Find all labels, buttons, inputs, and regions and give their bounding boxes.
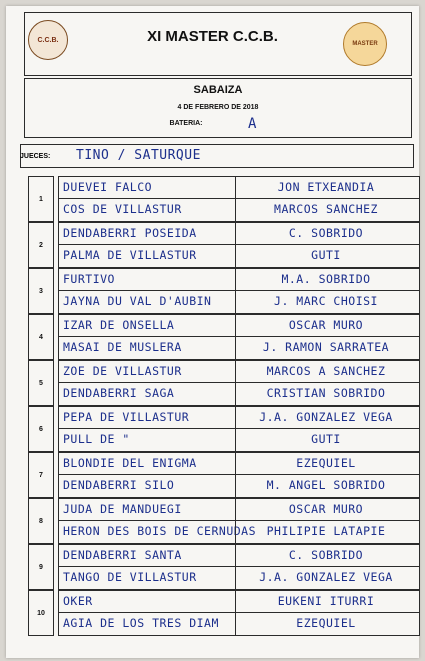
handler-name: EZEQUIEL: [296, 616, 356, 630]
pair-row: [28, 452, 422, 498]
event-date: 4 DE FEBRERO DE 2018: [177, 104, 259, 111]
handler-name: J.A. GONZALEZ VEGA: [259, 570, 393, 584]
pairs-table: [28, 176, 422, 636]
handler-name: PHILIPIE LATAPIE: [266, 524, 386, 538]
pair-row: [28, 268, 422, 314]
pair-row: [28, 498, 422, 544]
entry-line: [58, 268, 420, 291]
handler-name: J.A. GONZALEZ VEGA: [259, 410, 393, 424]
handler-name: GUTI: [311, 248, 341, 262]
pair-row: [28, 360, 422, 406]
bateria-value: A: [248, 116, 257, 132]
handler-name: GUTI: [311, 432, 341, 446]
pair-number: 7: [28, 452, 54, 498]
column-divider: [235, 612, 236, 636]
entry-line: [58, 245, 420, 268]
entry-line: [58, 567, 420, 590]
handler-name: MARCOS SANCHEZ: [274, 202, 378, 216]
dog-name: FURTIVO: [63, 272, 115, 286]
handler-name: CRISTIAN SOBRIDO: [266, 386, 386, 400]
dog-name: DENDABERRI SILO: [63, 478, 175, 492]
handler-name: C. SOBRIDO: [288, 226, 364, 240]
pair-row: [28, 406, 422, 452]
pair-number: 1: [28, 176, 54, 222]
handler-name: OSCAR MURO: [288, 318, 364, 332]
column-divider: [235, 176, 236, 199]
column-divider: [235, 498, 236, 521]
dog-name: HERON DES BOIS DE CERNUDAS: [63, 524, 257, 538]
entry-line: [58, 360, 420, 383]
dog-name: JAYNA DU VAL D'AUBIN: [63, 294, 212, 308]
entry-line: [58, 199, 420, 222]
jueces-value: TINO / SATURQUE: [76, 148, 201, 163]
entry-line: [58, 498, 420, 521]
column-divider: [235, 222, 236, 245]
dog-name: DENDABERRI SAGA: [63, 386, 175, 400]
entry-line: [58, 590, 420, 613]
pair-number: 10: [28, 590, 54, 636]
handler-name: EUKENI ITURRI: [277, 594, 375, 608]
master-logo-text: MASTER: [352, 41, 378, 47]
column-divider: [235, 406, 236, 429]
dog-name: DUEVEI FALCO: [63, 180, 153, 194]
dog-name: DENDABERRI SANTA: [63, 548, 182, 562]
dog-name: JUDA DE MANDUEGI: [63, 502, 182, 516]
ccb-logo: [28, 20, 68, 60]
entry-line: [58, 452, 420, 475]
column-divider: [235, 382, 236, 406]
column-divider: [235, 566, 236, 590]
column-divider: [235, 428, 236, 452]
column-divider: [235, 360, 236, 383]
pair-number: 5: [28, 360, 54, 406]
event-name: SABAIZA: [193, 84, 243, 96]
dog-name: PULL DE ": [63, 432, 130, 446]
dog-name: MASAI DE MUSLERA: [63, 340, 182, 354]
dog-name: TANGO DE VILLASTUR: [63, 570, 197, 584]
column-divider: [235, 268, 236, 291]
handler-name: OSCAR MURO: [288, 502, 364, 516]
pair-row: [28, 314, 422, 360]
handler-name: C. SOBRIDO: [288, 548, 364, 562]
jueces-label: JUECES:: [20, 153, 51, 160]
pair-row: [28, 544, 422, 590]
column-divider: [235, 452, 236, 475]
pair-number: 2: [28, 222, 54, 268]
pair-number: 8: [28, 498, 54, 544]
dog-name: COS DE VILLASTUR: [63, 202, 182, 216]
pair-number: 4: [28, 314, 54, 360]
column-divider: [235, 244, 236, 268]
entry-line: [58, 337, 420, 360]
column-divider: [235, 290, 236, 314]
results-sheet: [6, 6, 419, 658]
column-divider: [235, 520, 236, 544]
column-divider: [235, 474, 236, 498]
dog-name: OKER: [63, 594, 93, 608]
column-divider: [235, 336, 236, 360]
column-divider: [235, 314, 236, 337]
entry-line: [58, 176, 420, 199]
page-title: XI MASTER C.C.B.: [147, 28, 278, 45]
pair-row: [28, 590, 422, 636]
entry-line: [58, 383, 420, 406]
entry-line: [58, 521, 420, 544]
column-divider: [235, 590, 236, 613]
dog-name: AGIA DE LOS TRES DIAM: [63, 616, 219, 630]
handler-name: EZEQUIEL: [296, 456, 356, 470]
master-logo: [343, 22, 387, 66]
handler-name: JON ETXEANDIA: [277, 180, 375, 194]
dog-name: PEPA DE VILLASTUR: [63, 410, 190, 424]
pair-row: [28, 222, 422, 268]
entry-line: [58, 406, 420, 429]
dog-name: IZAR DE ONSELLA: [63, 318, 175, 332]
dog-name: ZOE DE VILLASTUR: [63, 364, 182, 378]
entry-line: [58, 475, 420, 498]
entry-line: [58, 613, 420, 636]
handler-name: M.A. SOBRIDO: [281, 272, 371, 286]
pair-number: 9: [28, 544, 54, 590]
entry-line: [58, 291, 420, 314]
column-divider: [235, 198, 236, 222]
pair-row: [28, 176, 422, 222]
dog-name: PALMA DE VILLASTUR: [63, 248, 197, 262]
entry-line: [58, 544, 420, 567]
entry-line: [58, 222, 420, 245]
column-divider: [235, 544, 236, 567]
pair-number: 6: [28, 406, 54, 452]
dog-name: DENDABERRI POSEIDA: [63, 226, 197, 240]
entry-line: [58, 314, 420, 337]
handler-name: J. RAMON SARRATEA: [262, 340, 390, 354]
pair-number: 3: [28, 268, 54, 314]
ccb-logo-text: C.C.B.: [37, 36, 59, 44]
dog-name: BLONDIE DEL ENIGMA: [63, 456, 197, 470]
handler-name: J. MARC CHOISI: [274, 294, 378, 308]
handler-name: MARCOS A SANCHEZ: [266, 364, 386, 378]
handler-name: M. ANGEL SOBRIDO: [266, 478, 386, 492]
entry-line: [58, 429, 420, 452]
bateria-label: BATERIA:: [169, 120, 203, 127]
